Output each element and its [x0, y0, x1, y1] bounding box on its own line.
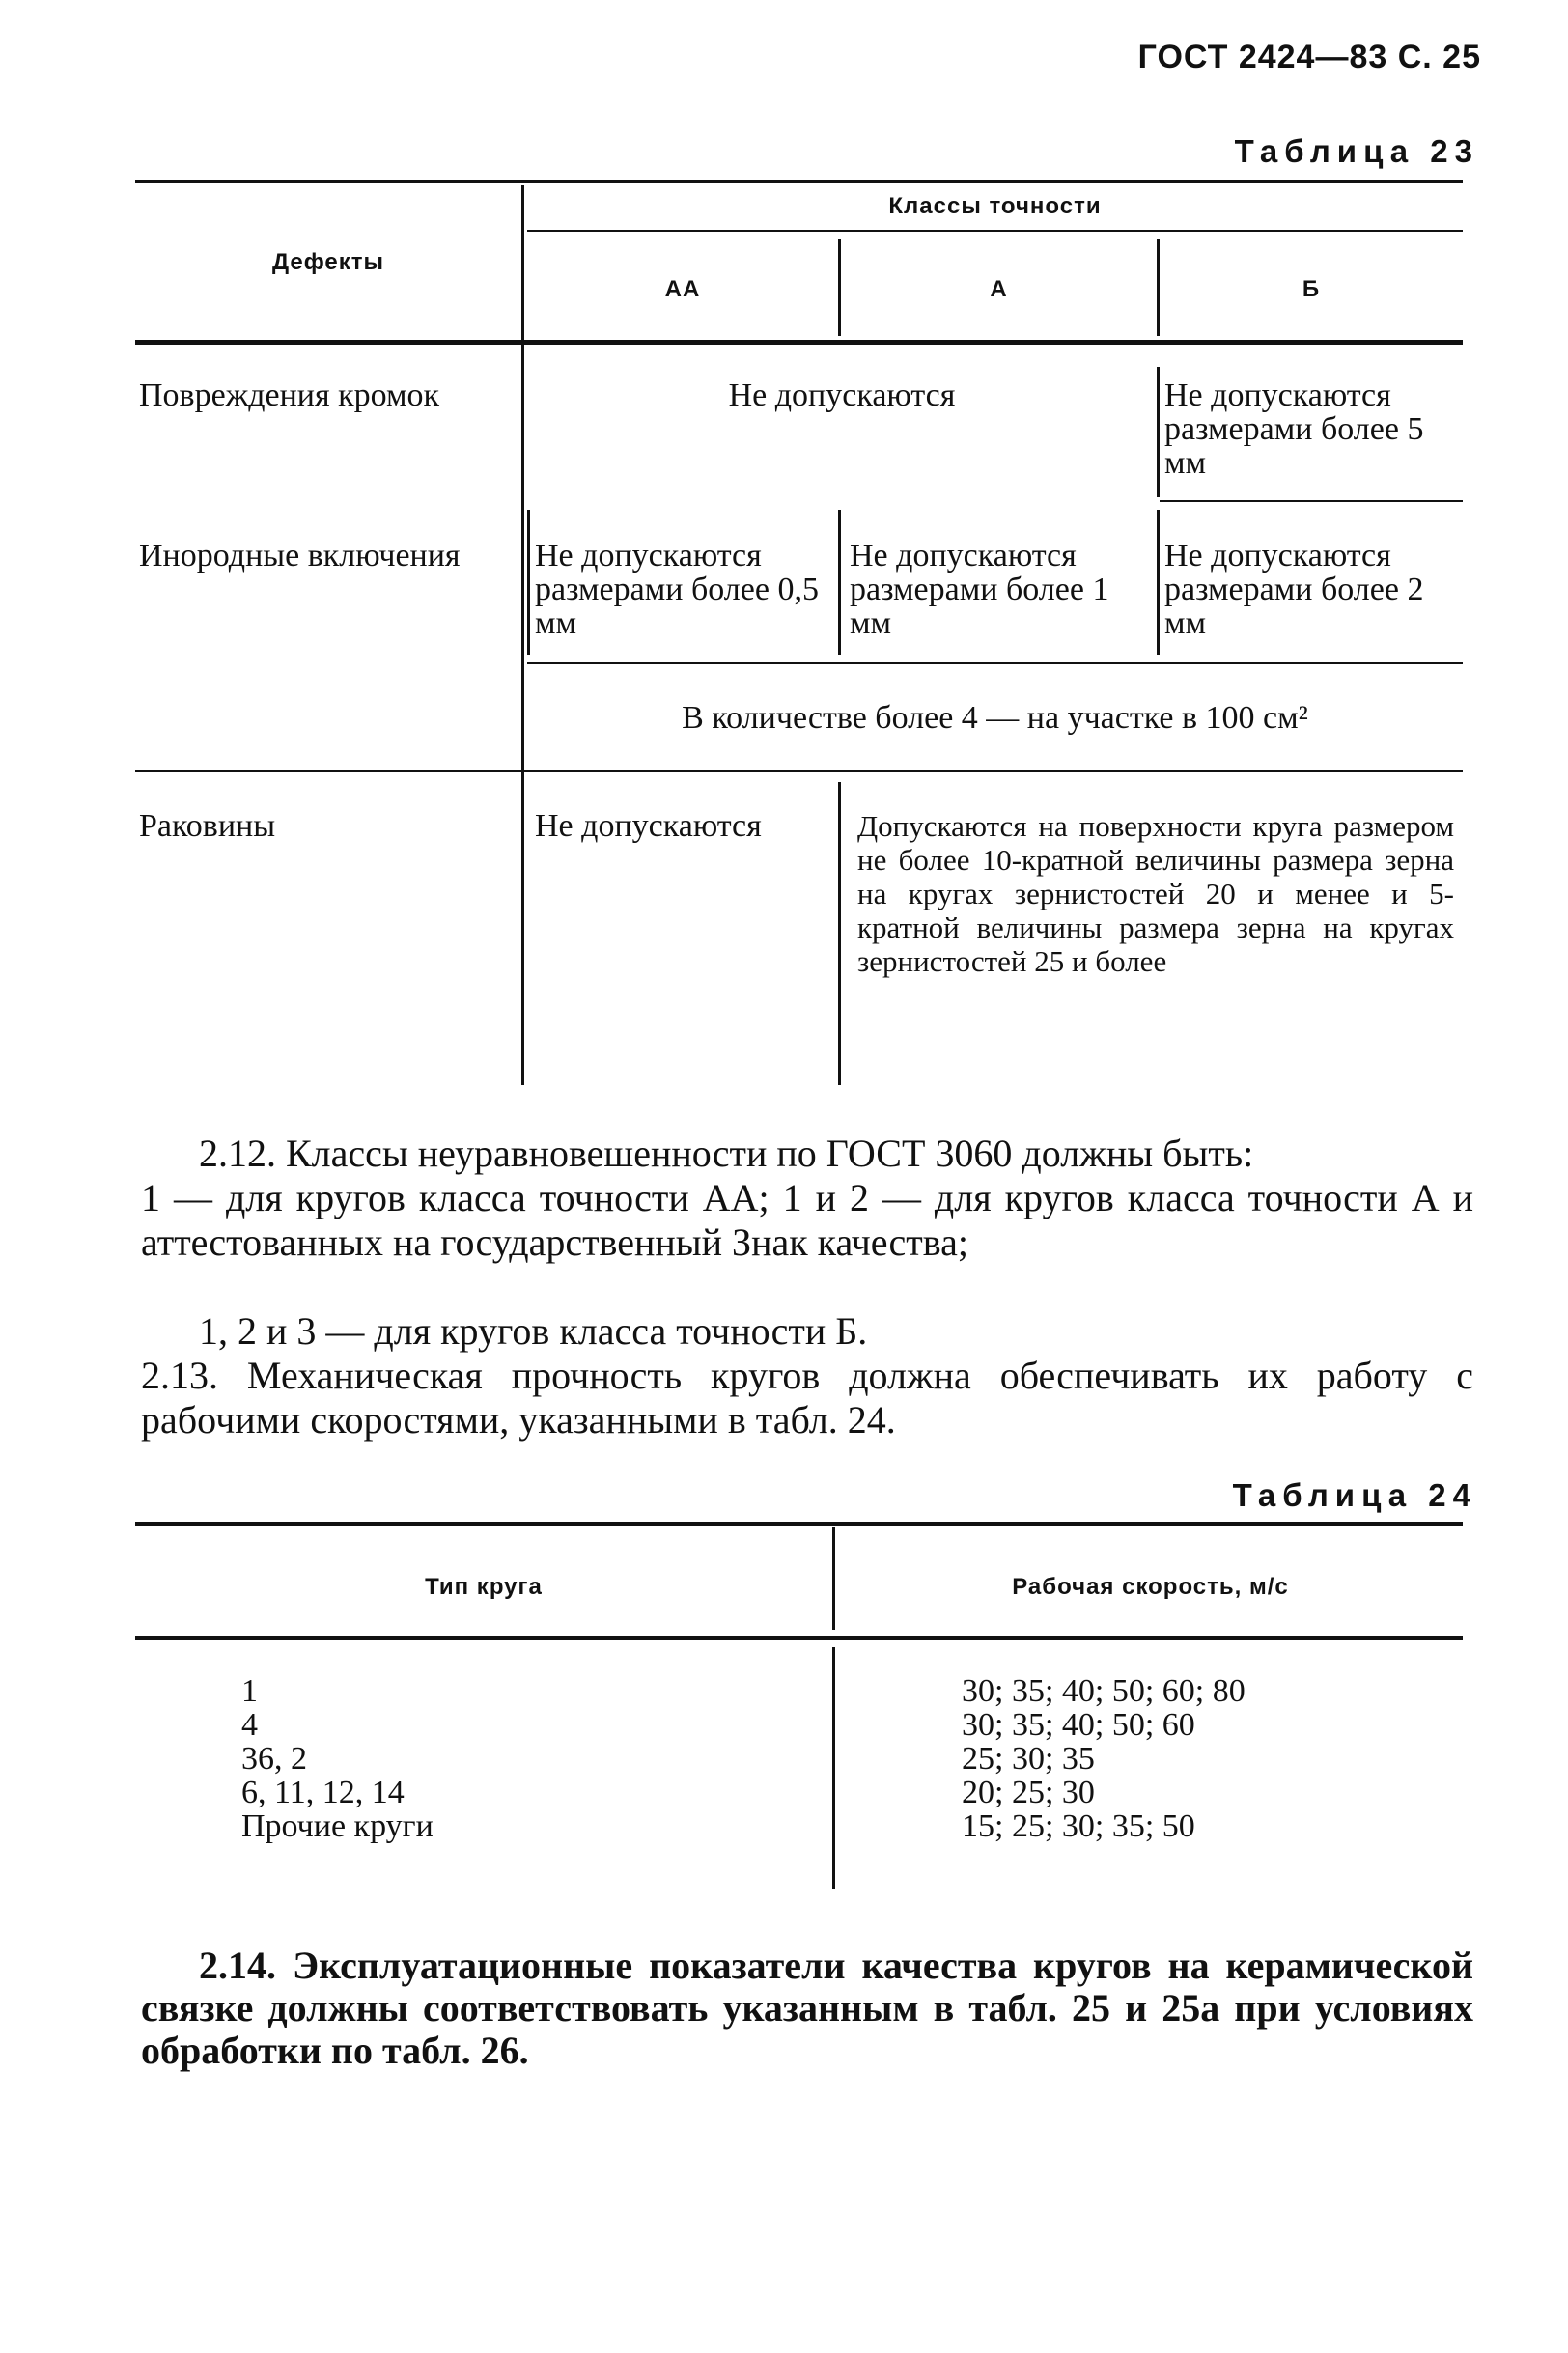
row2-bottom-rule — [135, 770, 1463, 772]
table-23-header-rule — [135, 340, 1463, 345]
row2-divider-1 — [838, 510, 841, 655]
table-row: 30; 35; 40; 50; 60 — [962, 1707, 1195, 1743]
row3-defect: Раковины — [139, 808, 276, 844]
row3-divider — [838, 782, 841, 1085]
table-row: 15; 25; 30; 35; 50 — [962, 1808, 1195, 1844]
table-23-top-rule — [135, 180, 1463, 183]
col-classes-header: Классы точности — [888, 193, 1102, 219]
row3-aa: Не допускаются — [535, 808, 762, 844]
table-row: 30; 35; 40; 50; 60; 80 — [962, 1673, 1246, 1709]
table-row: 20; 25; 30 — [962, 1775, 1095, 1810]
table-row: Прочие круги — [241, 1808, 434, 1844]
table-24-types — [241, 1674, 782, 1843]
page-header: ГОСТ 2424—83 С. 25 — [1137, 39, 1481, 75]
table-row: 25; 30; 35 — [962, 1741, 1095, 1777]
para-2-12-line1: 2.12. Классы неуравновешенности по ГОСТ 3060 должны быть: — [199, 1132, 1254, 1175]
table-row: 4 — [241, 1707, 258, 1743]
row1-b: Не допускаются размерами более 5 мм — [1164, 378, 1424, 481]
row2-divider-aa-left — [527, 510, 530, 655]
row2-aa: Не допускаются размерами более 0,5 мм — [535, 538, 819, 641]
row2-inner-rule — [527, 662, 1463, 664]
para-2-12-line2: 1 — для кругов класса точности АА; 1 и 2 — для кругов класса точности А и аттестованных на государственный Знак качества; — [141, 1176, 1473, 1264]
table-row: 1 — [241, 1673, 258, 1709]
table-24-top-rule — [135, 1522, 1463, 1526]
col-speed-header: Рабочая скорость, м/с — [1012, 1574, 1289, 1600]
table-24-body-divider — [832, 1647, 835, 1889]
col-a-header: А — [990, 276, 1008, 302]
col-type-header: Тип круга — [425, 1574, 543, 1600]
row1-defect: Повреждения кромок — [139, 378, 440, 413]
table-23-caption: Таблица 23 — [1234, 133, 1479, 169]
para-2-12-line3: 1, 2 и 3 — для кругов класса точности Б. — [199, 1309, 868, 1353]
paragraph-2-13: 2.13. Механическая прочность кругов должна обеспечивать их работу с рабочими скоростями, указанными в табл. 24. — [141, 1354, 1473, 1442]
col-aa-header: АА — [664, 276, 701, 302]
row1-aa-a: Не допускаются — [728, 378, 956, 413]
table-24-header-divider — [832, 1527, 835, 1630]
row1-b-rule — [1160, 500, 1463, 502]
table-24-caption: Таблица 24 — [1232, 1477, 1477, 1513]
paragraph-2-14: 2.14. Эксплуатационные показатели качества кругов на керамической связке должны соответствовать указанным в табл. 25 и 25а при условиях обработки по табл. 26. — [141, 1944, 1473, 2072]
table-23-classes-rule — [527, 230, 1463, 232]
table-row: 6, 11, 12, 14 — [241, 1775, 405, 1810]
row3-a-b: Допускаются на поверхности круга размером не более 10-кратной величины размера зерна на кругах зернистостей 20 и менее и 5-кратной величины размера зерна на кругах зернистостей 25 и более — [857, 809, 1454, 978]
table-24-header-rule — [135, 1636, 1463, 1640]
row1-divider — [1157, 367, 1160, 497]
col-b-header: Б — [1302, 276, 1321, 302]
col-defects-header: Дефекты — [271, 249, 385, 275]
table-row: 36, 2 — [241, 1741, 307, 1777]
row2-defect: Инородные включения — [139, 538, 461, 574]
table-23-col-divider — [521, 185, 524, 1085]
row2-all: В количестве более 4 — на участке в 100 см² — [682, 700, 1308, 736]
row2-divider-2 — [1157, 510, 1160, 655]
table-24-speeds — [962, 1674, 1444, 1843]
row2-b: Не допускаются размерами более 2 мм — [1164, 538, 1424, 641]
row2-a: Не допускаются размерами более 1 мм — [850, 538, 1109, 641]
